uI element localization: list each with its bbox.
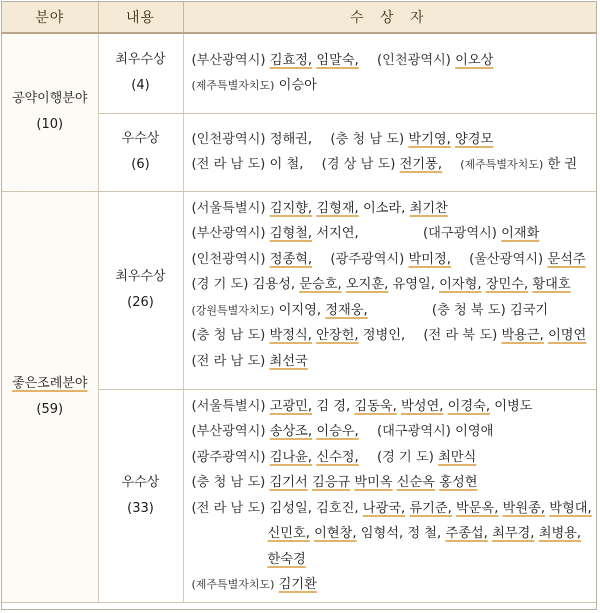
recipient-name: 박용근, [501, 328, 544, 343]
region-label: (광주광역시) [191, 449, 266, 465]
recipient-line [192, 247, 597, 273]
award-count: (4) [131, 78, 150, 94]
recipient-name: 박미옥 [354, 475, 393, 490]
region-label: (제주특별자치도) [191, 578, 275, 591]
award-type-cell [98, 33, 183, 113]
recipient-name: 안장헌, [316, 328, 359, 343]
recipient-name: 정병인, [362, 328, 406, 343]
recipient-name: 김동욱, [354, 398, 397, 414]
region-label: (전 라 북 도) [423, 328, 498, 343]
recipients-cell [183, 33, 596, 113]
region-label: (대구광역시) [376, 424, 451, 439]
recipient-line [192, 470, 597, 496]
recipient-name: 최병용, [538, 526, 582, 541]
region-label: (충 청 북 도) [431, 302, 506, 318]
recipient-name: 홍성현 [439, 475, 478, 490]
recipient-line [192, 196, 597, 222]
recipient-name: 박기영, [408, 131, 451, 147]
category-count: (10) [36, 117, 64, 133]
recipient-name: 이승우, [316, 424, 359, 439]
recipient-name: 김 경, [316, 398, 351, 414]
region-label: (인천광역시) [376, 52, 451, 68]
recipients-cell [183, 191, 596, 389]
region-label: (충 청 남 도) [191, 475, 266, 490]
recipient-name: 이오상 [455, 52, 494, 68]
recipient-name: 송상조, [269, 424, 313, 439]
recipient-name: 이 철, [269, 157, 304, 172]
recipient-name: 김형재, [316, 200, 359, 216]
category-cell [2, 191, 98, 602]
recipient-name: 박성연, [401, 398, 444, 414]
region-label: (부산광역시) [191, 424, 266, 439]
table-header-row [2, 2, 596, 33]
category-label: 공약이행분야 [12, 91, 88, 107]
award-type-cell [98, 191, 183, 389]
recipient-name: 김응규 [311, 475, 351, 490]
award-label: 최우수상 [115, 269, 166, 284]
region-label: (경 기 도) [191, 277, 249, 292]
recipient-name: 이승아 [278, 78, 317, 94]
recipient-name: 이영애 [455, 424, 494, 439]
recipient-name: 이명연 [548, 328, 587, 343]
recipient-name: 정종혁, [269, 251, 313, 267]
recipient-name: 유영일, [392, 277, 435, 292]
recipient-line [192, 73, 597, 99]
recipient-name: 김기환 [278, 577, 317, 592]
recipient-name: 최무경, [492, 526, 535, 541]
recipient-name: 박미정, [408, 251, 451, 267]
recipient-name: 임말숙, [316, 52, 359, 68]
recipient-line [192, 272, 597, 298]
recipient-line [192, 521, 597, 547]
recipient-line [192, 445, 597, 471]
award-label: 우수상 [121, 131, 160, 146]
region-label: (서울특별시) [191, 200, 266, 216]
recipient-name: 김기서 [269, 475, 308, 490]
region-label: (경 상 남 도) [321, 157, 396, 172]
recipient-name: 나광국, [362, 500, 406, 516]
recipient-name: 김성일, [269, 500, 312, 516]
region-label: (울산광역시) [469, 251, 544, 267]
award-type-cell [98, 389, 183, 602]
region-label: (서울특별시) [191, 398, 266, 414]
awards-table [2, 2, 596, 603]
recipient-line [192, 547, 597, 573]
region-label: (인천광역시) [191, 251, 266, 267]
recipient-name: 고광민, [269, 398, 313, 414]
recipient-name: 정해권, [269, 131, 313, 147]
recipient-name: 오지훈, [345, 277, 389, 292]
recipient-name: 김국기 [509, 302, 549, 318]
recipient-name: 박문옥, [456, 500, 499, 516]
region-label: (전 라 남 도) [191, 500, 266, 516]
recipient-name: 김나윤, [269, 449, 313, 465]
region-label: (부산광역시) [191, 52, 266, 68]
recipient-name: 서지연, [316, 226, 359, 241]
recipient-name: 김용성, [252, 277, 296, 292]
award-count: (33) [127, 500, 154, 516]
recipient-name: 신순옥 [396, 475, 436, 490]
recipient-line [192, 323, 597, 349]
region-label: (제주특별자치도) [460, 158, 544, 171]
recipient-name: 최기찬 [409, 200, 448, 216]
recipient-name: 최만식 [438, 449, 477, 465]
table-row [2, 33, 596, 113]
award-type-cell [98, 113, 183, 191]
recipient-line [192, 221, 597, 247]
recipient-name: 이경숙, [447, 398, 491, 414]
recipient-name: 주종섭, [445, 526, 488, 541]
recipient-name: 임형석, [360, 526, 404, 541]
region-label: (인천광역시) [191, 131, 266, 147]
recipient-name: 이소라, [362, 200, 406, 216]
region-label: (경 기 도) [376, 449, 434, 465]
recipient-line [192, 127, 597, 153]
recipient-name: 박형대, [549, 500, 592, 516]
category-label: 좋은조례분야 [12, 375, 88, 391]
recipient-name: 한숙경 [267, 551, 306, 567]
recipient-name: 장민수, [485, 277, 529, 292]
recipient-name: 정재웅, [325, 302, 368, 318]
recipient-name: 류기준, [409, 500, 452, 516]
recipient-name: 한 권 [547, 157, 578, 172]
region-label: (강원특별자치도) [191, 303, 275, 317]
recipient-line [192, 298, 597, 324]
region-label: (전 라 남 도) [191, 353, 266, 369]
awards-table-frame [1, 1, 597, 610]
header-content: 내용 [98, 2, 183, 33]
region-label: (전 라 남 도) [191, 157, 266, 172]
recipient-line [192, 349, 597, 375]
region-label: (대구광역시) [422, 226, 497, 241]
region-label: (제주특별자치도) [191, 79, 275, 93]
recipient-line [192, 496, 597, 522]
recipient-name: 정 철, [407, 526, 442, 541]
recipient-name: 최선국 [269, 353, 308, 369]
recipient-line [192, 152, 597, 178]
recipient-name: 이재화 [501, 226, 540, 241]
region-label: (부산광역시) [191, 226, 266, 241]
recipient-name: 김형철, [269, 226, 313, 241]
recipient-name: 신민호, [267, 526, 310, 541]
header-field: 분야 [2, 2, 98, 33]
table-row [2, 191, 596, 389]
recipient-name: 황대호 [532, 277, 571, 292]
recipient-name: 이지영, [278, 302, 322, 318]
header-recipients: 수 상 자 [183, 2, 596, 33]
recipient-name: 전기풍, [399, 157, 443, 172]
award-count: (6) [131, 157, 150, 172]
recipient-line [192, 572, 597, 598]
recipient-name: 박원종, [502, 500, 546, 516]
recipient-line [192, 419, 597, 445]
category-cell [2, 33, 98, 191]
recipient-name: 양경모 [454, 131, 494, 147]
recipient-name: 문승호, [299, 277, 342, 292]
recipient-name: 신수정, [316, 449, 359, 465]
recipient-name: 이병도 [494, 398, 533, 414]
recipient-name: 김호진, [316, 500, 359, 516]
recipient-name: 박정식, [269, 328, 312, 343]
recipients-cell [183, 113, 596, 191]
category-count: (59) [36, 401, 64, 417]
recipient-name: 이자형, [439, 277, 482, 292]
recipient-line [192, 394, 597, 420]
recipient-line [192, 48, 597, 74]
region-label: (광주광역시) [330, 251, 405, 267]
recipient-name: 김지향, [269, 200, 313, 216]
region-label: (충 청 남 도) [330, 131, 405, 147]
recipient-name: 이현창, [314, 526, 357, 541]
recipient-name: 김효정, [269, 52, 313, 68]
award-count: (26) [127, 295, 154, 310]
recipient-name: 문석주 [547, 251, 586, 267]
award-label: 최우수상 [115, 52, 166, 68]
region-label: (충 청 남 도) [191, 328, 266, 343]
award-label: 우수상 [121, 474, 160, 490]
recipients-cell [183, 389, 596, 602]
